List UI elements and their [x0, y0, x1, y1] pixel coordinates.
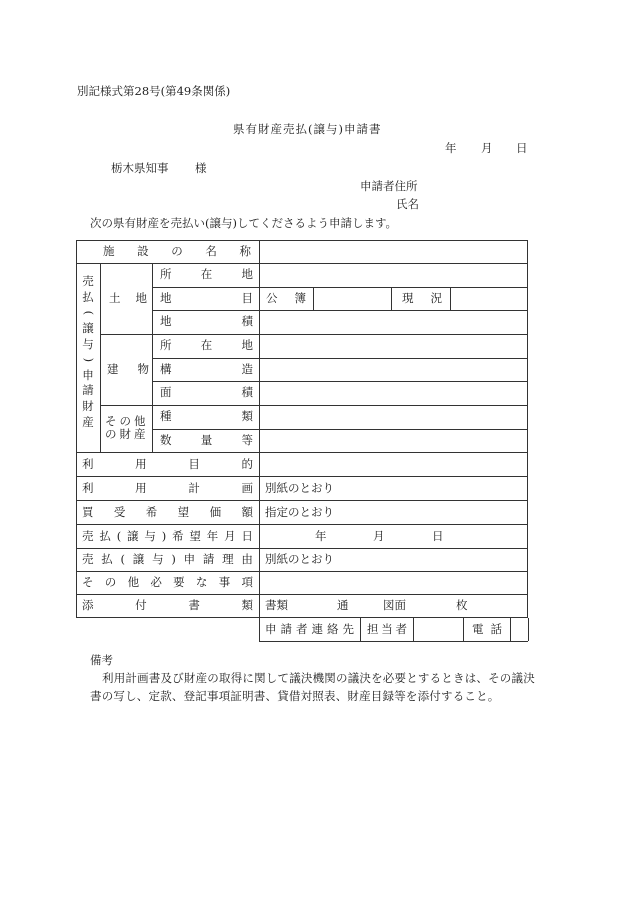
facility-name-label: 施 設 の 名 称: [103, 244, 251, 258]
building-location-label: 所 在 地: [160, 338, 253, 352]
purpose-label: 利 用 目 的: [82, 457, 253, 471]
land-location-label: 所 在 地: [160, 267, 253, 281]
date-month-label: 月: [481, 141, 493, 155]
form-number: 別記様式第28号(第49条関係): [77, 84, 231, 98]
date-day-label: 日: [516, 141, 528, 155]
sale-date-month: 月: [373, 529, 385, 543]
reason-value: 別紙のとおり: [265, 552, 334, 566]
date-year-label: 年: [445, 141, 457, 155]
land-label: 土 地: [109, 291, 147, 305]
land-category-label: 地 目: [160, 291, 253, 305]
addressee: 栃木県知事: [111, 161, 169, 175]
person-in-charge-label: 担 当 者: [367, 622, 407, 636]
land-area-label: 地 積: [160, 314, 253, 328]
plan-label: 利 用 計 画: [82, 481, 253, 495]
applicant-name-label: 氏名: [396, 197, 419, 211]
building-label: 建 物: [107, 362, 149, 376]
price-value: 指定のとおり: [265, 505, 334, 519]
land-current-label: 現 況: [402, 291, 442, 305]
building-area-label: 面 積: [160, 385, 253, 399]
contact-label: 申 請 者 連 絡 先: [265, 622, 354, 636]
price-label: 買 受 希 望 価 額: [82, 505, 253, 519]
property-group-label: 売払(譲与)申請財産: [81, 274, 96, 429]
sale-date-year: 年: [315, 529, 327, 543]
building-structure-label: 構 造: [160, 362, 253, 376]
attach-docs-unit: 通: [337, 598, 349, 612]
page-title: 県有財産売払(譲与)申請書: [233, 122, 382, 136]
notes-heading: 備考: [90, 653, 113, 667]
addressee-honorific: 様: [195, 161, 207, 175]
sale-date-day: 日: [432, 529, 444, 543]
attach-drawings-label: 図面: [383, 598, 406, 612]
intro-text: 次の県有財産を売払い(譲与)してくださるよう申請します。: [90, 216, 398, 230]
notes-line-1: 利用計画書及び財産の取得に関して議決機関の議決を必要とするときは、その議決: [102, 671, 535, 685]
other-quantity-label: 数 量 等: [160, 433, 253, 447]
sale-date-label: 売 払 ( 譲 与 ) 希 望 年 月 日: [82, 529, 253, 543]
attach-drawings-unit: 枚: [456, 598, 468, 612]
land-ledger-label: 公 簿: [266, 291, 306, 305]
notes-line-2: 書の写し、定款、登記事項証明書、貸借対照表、財産目録等を添付すること。: [90, 689, 500, 703]
other-matters-label: そ の 他 必 要 な 事 項: [82, 575, 253, 589]
reason-label: 売 払 ( 譲 与 ) 申 請 理 由: [82, 552, 253, 566]
attachments-label: 添 付 書 類: [82, 598, 253, 612]
phone-label: 電 話: [472, 622, 502, 636]
attach-docs-label: 書類: [265, 598, 288, 612]
applicant-address-label: 申請者住所: [360, 179, 418, 193]
plan-value: 別紙のとおり: [265, 481, 334, 495]
other-type-label: 種 類: [160, 409, 253, 423]
other-property-label: その他の財産: [105, 414, 149, 441]
